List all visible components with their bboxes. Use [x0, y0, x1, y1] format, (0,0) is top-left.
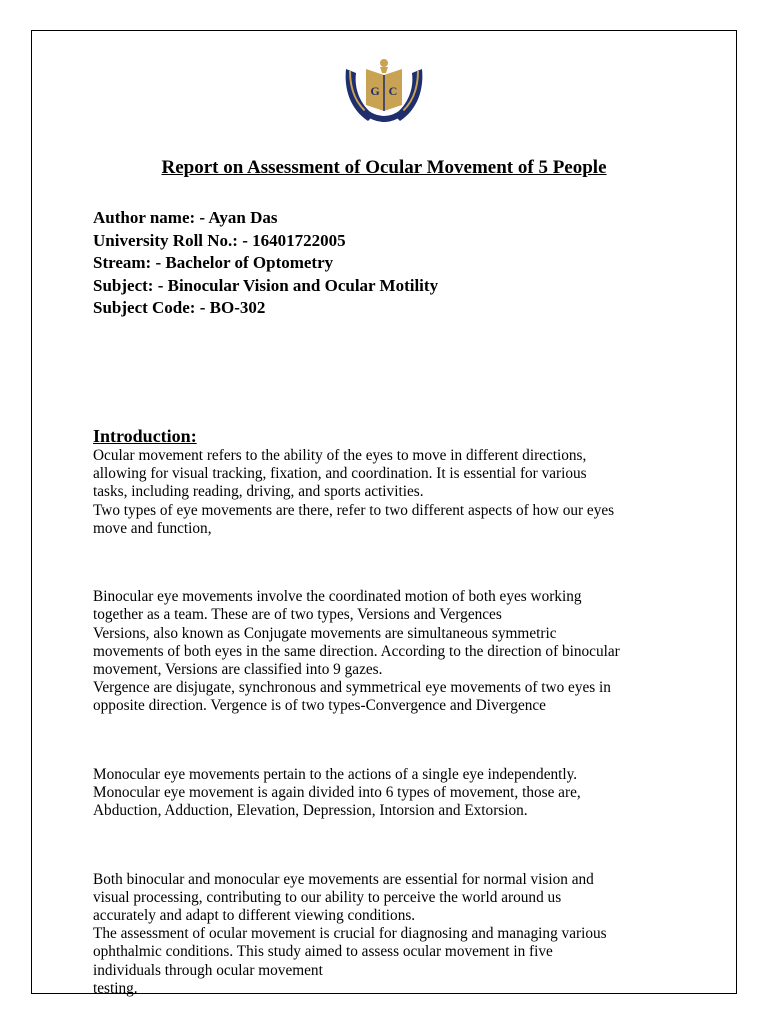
introduction-heading: Introduction: [93, 426, 197, 446]
paragraph-gap [93, 836, 693, 854]
report-title: Report on Assessment of Ocular Movement of 5 People [161, 157, 607, 178]
meta-subject-code: Subject Code: - BO-302 [93, 298, 266, 318]
paragraph-gap [93, 554, 693, 572]
introduction-line: together as a team. These are of two types, Versions and Vergences [93, 606, 502, 624]
introduction-line: Both binocular and monocular eye movements are essential for normal vision and [93, 870, 594, 888]
introduction-line: Monocular eye movements pertain to the actions of a single eye independently. [93, 765, 578, 783]
introduction-line: testing. [93, 979, 138, 997]
introduction-line: tasks, including reading, driving, and sports activities. [93, 483, 424, 501]
introduction-line: ophthalmic conditions. This study aimed to assess ocular movement in five [93, 943, 553, 961]
introduction-line: visual processing, contributing to our ability to perceive the world around us [93, 888, 562, 906]
introduction-line: movement, Versions are classified into 9 gazes. [93, 661, 383, 679]
meta-author: Author name: - Ayan Das [93, 208, 278, 227]
paragraph-gap [93, 732, 693, 750]
introduction-line: Binocular eye movements involve the coordinated motion of both eyes working [93, 588, 582, 606]
logo-monogram-g: G [370, 84, 380, 98]
introduction-section [93, 425, 693, 998]
introduction-line: movements of both eyes in the same direction. According to the direction of binocular [93, 642, 620, 660]
introduction-line: individuals through ocular movement [93, 961, 323, 979]
introduction-line: allowing for visual tracking, fixation, and coordination. It is essential for various [93, 465, 587, 483]
introduction-line: Abduction, Adduction, Elevation, Depression, Intorsion and Extorsion. [93, 802, 528, 820]
college-logo [338, 55, 430, 131]
introduction-line: Vergence are disjugate, synchronous and symmetrical eye movements of two eyes in [93, 679, 611, 697]
introduction-line: move and function, [93, 519, 212, 537]
introduction-line: Versions, also known as Conjugate movements are simultaneous symmetric [93, 624, 557, 642]
introduction-body [93, 447, 693, 998]
introduction-line: accurately and adapt to different viewing conditions. [93, 907, 416, 925]
introduction-line: opposite direction. Vergence is of two types-Convergence and Divergence [93, 697, 546, 715]
introduction-line: The assessment of ocular movement is crucial for diagnosing and managing various [93, 925, 607, 943]
introduction-line: Ocular movement refers to the ability of the eyes to move in different directions, [93, 447, 587, 464]
meta-stream: Stream: - Bachelor of Optometry [93, 253, 334, 273]
meta-subject: Subject: - Binocular Vision and Ocular Motility [93, 275, 439, 295]
introduction-line: Monocular eye movement is again divided into 6 types of movement, those are, [93, 784, 581, 802]
logo-monogram-c: C [388, 84, 398, 98]
report-meta [93, 207, 438, 320]
meta-roll-no: University Roll No.: - 16401722005 [93, 230, 346, 250]
introduction-line: Two types of eye movements are there, refer to two different aspects of how our eyes [93, 501, 615, 519]
